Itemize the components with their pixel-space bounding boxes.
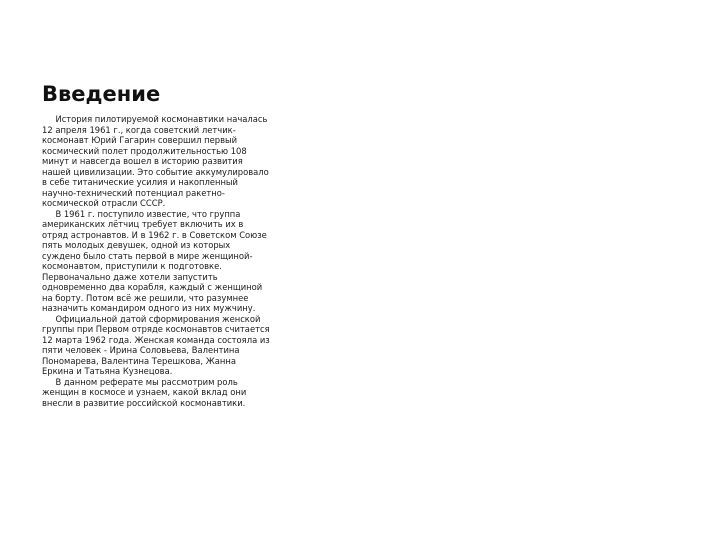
body-paragraph-1: История пилотируемой космонавтики началась 12 апреля 1961 г., когда советский летчик-космонавт Юрий Гагарин совершил первый космический полет продолжительностью 108 минут и навсегда вошел в историю развития нашей цивилизации. Это событие аккумулировало в себе титанические усилия и накопленный научно-технический потенциал ракетно-космической отрасли СССР. [42,114,269,208]
slide-body [42,114,270,408]
body-paragraph-3: Официальной датой сформирования женской группы при Первом отряде космонавтов считается 12 марта 1962 года. Женская команда состояла из пяти человек - Ирина Соловьева, Валентина Пономарева, Валентина Терешкова, Жанна Еркина и Татьяна Кузнецова. [42,313,270,376]
body-paragraph-4: В данном реферате мы рассмотрим роль женщин в космосе и узнаем, какой вклад они внесли в развитие российской космонавтики. [42,376,247,408]
slide-title: Введение [42,82,161,106]
body-paragraph-2: В 1961 г. поступило известие, что группа американских лётчиц требует включить их в отряд астронавтов. И в 1962 г. в Советском Союзе пять молодых девушек, одной из которых суждено было стать первой в мире женщиной-космонавтом, приступили к подготовке. Первоначально даже хотели запустить одновременно два корабля, каждый с женщиной на борту. Потом всё же решили, что разумнее назначить командиром одного из них мужчину. [42,208,267,313]
